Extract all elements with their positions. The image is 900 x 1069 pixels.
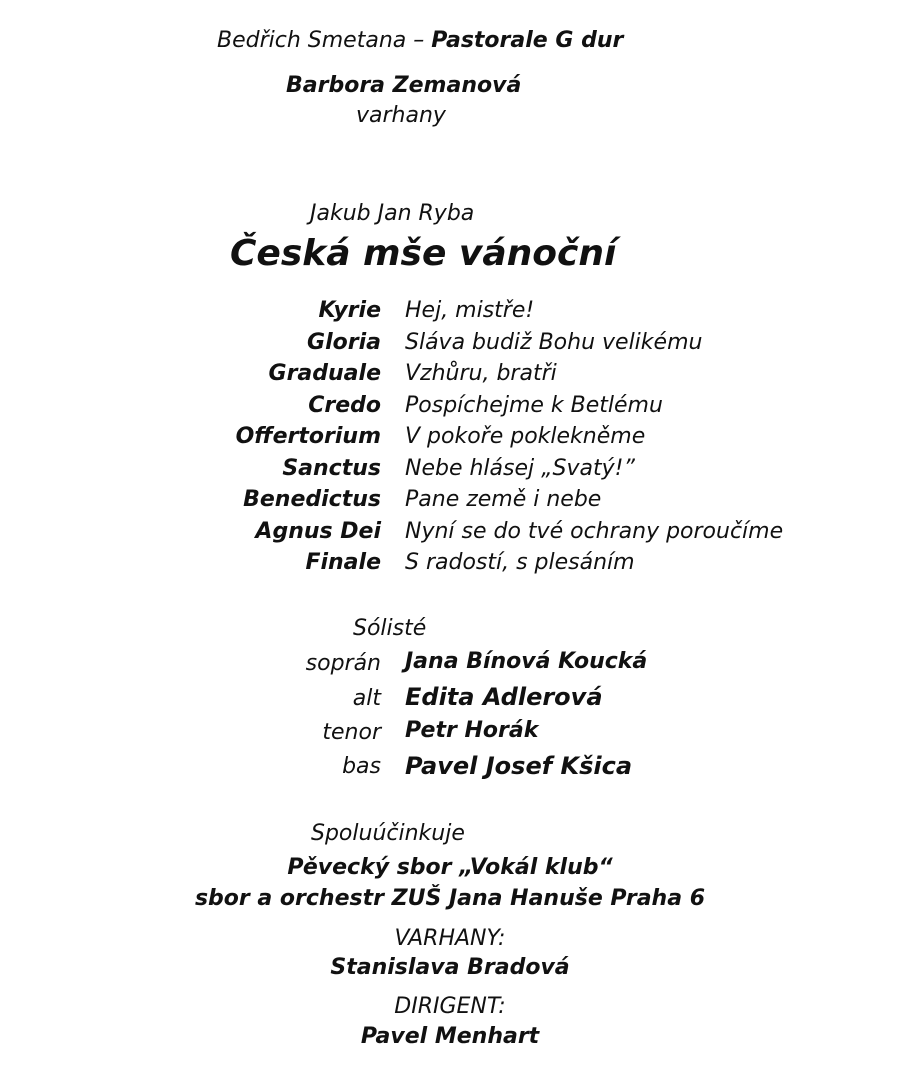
movement-label: Graduale	[268, 361, 381, 386]
coperformers-heading: Spoluúčinkuje	[311, 821, 465, 846]
opening-separator: –	[406, 28, 432, 53]
movement-label: Agnus Dei	[255, 519, 381, 544]
soloist-name: Jana Bínová Koucká	[405, 649, 648, 674]
movement-text: Hej, mistře!	[405, 298, 535, 323]
movement-text: Nyní se do tvé ochrany poroučíme	[405, 519, 784, 544]
soloist-voice: bas	[342, 754, 381, 779]
choir-name: Pěvecký sbor „Vokál klub“	[287, 855, 613, 880]
movement-label: Credo	[308, 393, 381, 418]
soloist-name: Edita Adlerová	[405, 683, 603, 711]
mass-composer: Jakub Jan Ryba	[310, 201, 475, 226]
movement-label: Kyrie	[318, 298, 381, 323]
movement-text: S radostí, s plesáním	[405, 550, 635, 575]
soloists-heading: Sólisté	[353, 616, 427, 641]
movement-text: Pane země i nebe	[405, 487, 602, 512]
soloist-voice: tenor	[322, 720, 381, 745]
organist-name: Stanislava Bradová	[330, 955, 570, 980]
opening-performer: Barbora Zemanová	[286, 73, 522, 98]
movement-text: Nebe hlásej „Svatý!”	[405, 456, 635, 481]
opening-composer: Bedřich Smetana	[217, 28, 407, 53]
movement-text: Sláva budiž Bohu velikému	[405, 330, 703, 355]
opening-instrument: varhany	[356, 103, 446, 128]
movement-text: V pokoře poklekněme	[405, 424, 646, 449]
opening-piece-line	[217, 30, 623, 52]
movement-label: Finale	[305, 550, 381, 575]
movement-text: Vzhůru, bratři	[405, 361, 557, 386]
conductor-label: DIRIGENT:	[394, 994, 506, 1019]
movement-label: Sanctus	[282, 456, 381, 481]
soloist-name: Pavel Josef Kšica	[405, 752, 633, 780]
soloist-voice: soprán	[305, 651, 381, 676]
movement-label: Offertorium	[235, 424, 381, 449]
opening-piece-title: Pastorale G dur	[431, 28, 624, 53]
movement-label: Gloria	[307, 330, 381, 355]
orchestra-name: sbor a orchestr ZUŠ Jana Hanuše Praha 6	[194, 886, 706, 911]
soloist-voice: alt	[352, 686, 381, 711]
conductor-name: Pavel Menhart	[360, 1024, 540, 1049]
organ-label: VARHANY:	[394, 926, 506, 951]
movement-text: Pospíchejme k Betlému	[405, 393, 663, 418]
soloist-name: Petr Horák	[405, 718, 539, 743]
mass-title: Česká mše vánoční	[230, 233, 617, 274]
movement-label: Benedictus	[243, 487, 381, 512]
